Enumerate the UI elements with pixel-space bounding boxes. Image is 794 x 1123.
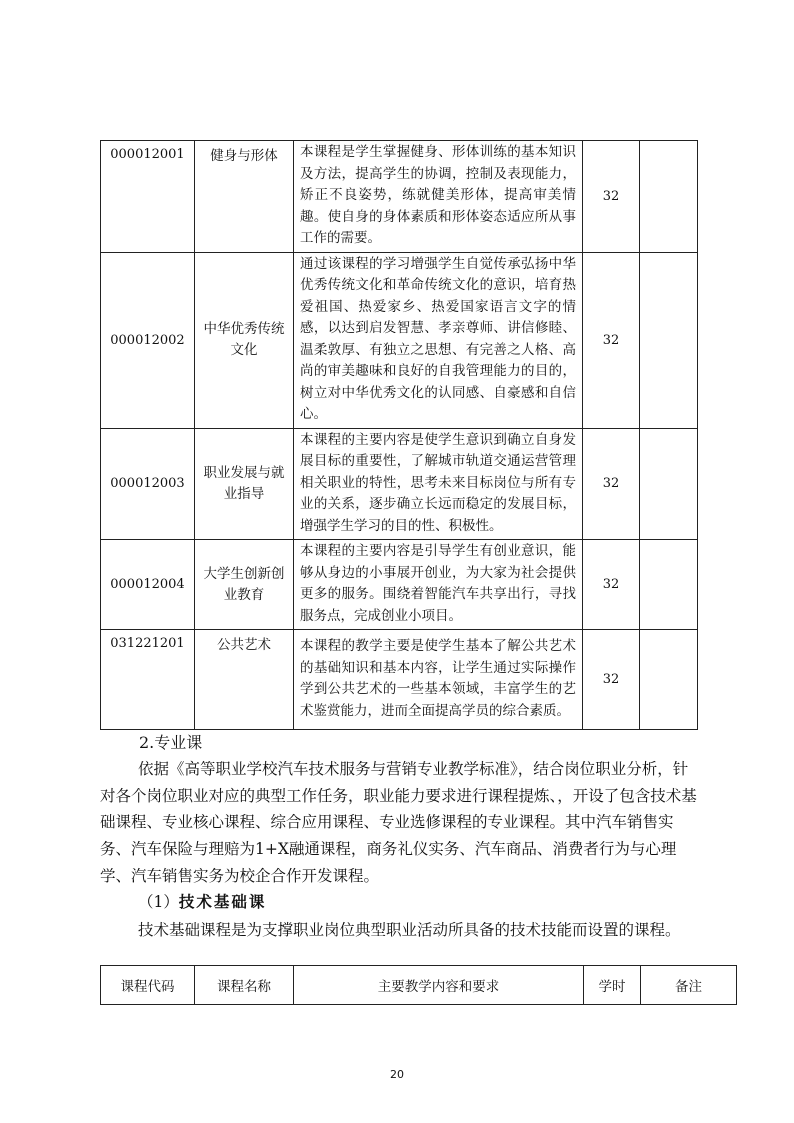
course-hours: 32 <box>583 540 640 630</box>
table-row <box>101 540 698 630</box>
course-note <box>640 428 698 540</box>
table-header <box>100 965 737 1005</box>
paragraph-text: 依据《高等职业学校汽车技术服务与营销专业教学标准》，结合岗位职业分析，针对各个岗位职业对应的典型工作任务，职业能力要求进行课程提炼、，开设了包含技术基础课程、专业核心课程、综合应用课程、专业选修课程的专业课程。其中汽车销售实务、汽车保险与理赔为1+X融通课程，商务礼仪实务、汽车商品、消费者行为与心理学、汽车销售实务为校企合作开发课程。 <box>100 760 697 885</box>
course-description: 本课程是学生掌握健身、形体训练的基本知识及方法，提高学生的协调，控制及表现能力，矫正不良姿势，练就健美形体，提高审美情趣。使自身的身体素质和形体姿态适应所从事工作的需要。 <box>294 141 583 253</box>
course-name: 健身与形体 <box>195 141 294 253</box>
subsection-paragraph: 技术基础课程是为支撑职业岗位典型职业活动所具备的技术技能而设置的课程。 <box>138 921 681 939</box>
header-code: 课程代码 <box>101 966 195 1005</box>
course-name: 中华优秀传统文化 <box>195 252 294 428</box>
header-name: 课程名称 <box>195 966 294 1005</box>
course-note <box>640 630 698 730</box>
course-hours: 32 <box>583 252 640 428</box>
course-note <box>640 141 698 253</box>
course-code: 000012003 <box>101 428 195 540</box>
course-description: 通过该课程的学习增强学生自觉传承弘扬中华优秀传统文化和革命传统文化的意识，培育热爱祖国、热爱家乡、热爱国家语言文字的情感，以达到启发智慧、孝亲尊师、讲信修睦、温柔敦厚、有独立之思想、有完善之人格、高尚的审美趣味和良好的自我管理能力的目的，树立对中华优秀文化的认同感、自豪感和自信心。 <box>294 252 583 428</box>
course-hours: 32 <box>583 141 640 253</box>
course-note <box>640 252 698 428</box>
course-name: 大学生创新创业教育 <box>195 540 294 630</box>
section-paragraph <box>100 756 700 890</box>
header-hours: 学时 <box>584 966 641 1005</box>
course-description: 本课程的教学主要是使学生基本了解公共艺术的基础知识和基本内容，让学生通过实际操作学到公共艺术的一些基本领域，丰富学生的艺术鉴赏能力，进而全面提高学员的综合素质。 <box>294 630 583 730</box>
subsection-title: 技术基础课 <box>178 892 267 911</box>
course-name: 职业发展与就业指导 <box>195 428 294 540</box>
page-number: 20 <box>390 1068 404 1081</box>
section-heading: 2.专业课 <box>139 733 203 752</box>
course-code: 000012001 <box>101 141 195 253</box>
course-note <box>640 540 698 630</box>
course-hours: 32 <box>583 428 640 540</box>
table-row <box>101 630 698 730</box>
table-row <box>101 252 698 428</box>
subsection-number: （1） <box>138 893 179 911</box>
table-row <box>101 141 698 253</box>
course-code: 000012004 <box>101 540 195 630</box>
course-name: 公共艺术 <box>195 630 294 730</box>
course-description: 本课程的主要内容是引导学生有创业意识，能够从身边的小事展开创业，为大家为社会提供更多的服务。围绕着智能汽车共享出行，寻找服务点，完成创业小项目。 <box>294 540 583 630</box>
course-description: 本课程的主要内容是使学生意识到确立自身发展目标的重要性，了解城市轨道交通运营管理相关职业的特性，思考未来目标岗位与所有专业的关系，逐步确立长远而稳定的发展目标，增强学生学习的目的性、积极性。 <box>294 428 583 540</box>
course-hours: 32 <box>583 630 640 730</box>
header-row <box>101 966 737 1005</box>
header-note: 备注 <box>641 966 737 1005</box>
course-code: 031221201 <box>101 630 195 730</box>
header-content: 主要教学内容和要求 <box>294 966 584 1005</box>
course-table <box>100 140 698 730</box>
table-row <box>101 428 698 540</box>
course-code: 000012002 <box>101 252 195 428</box>
subsection-heading <box>138 890 266 912</box>
